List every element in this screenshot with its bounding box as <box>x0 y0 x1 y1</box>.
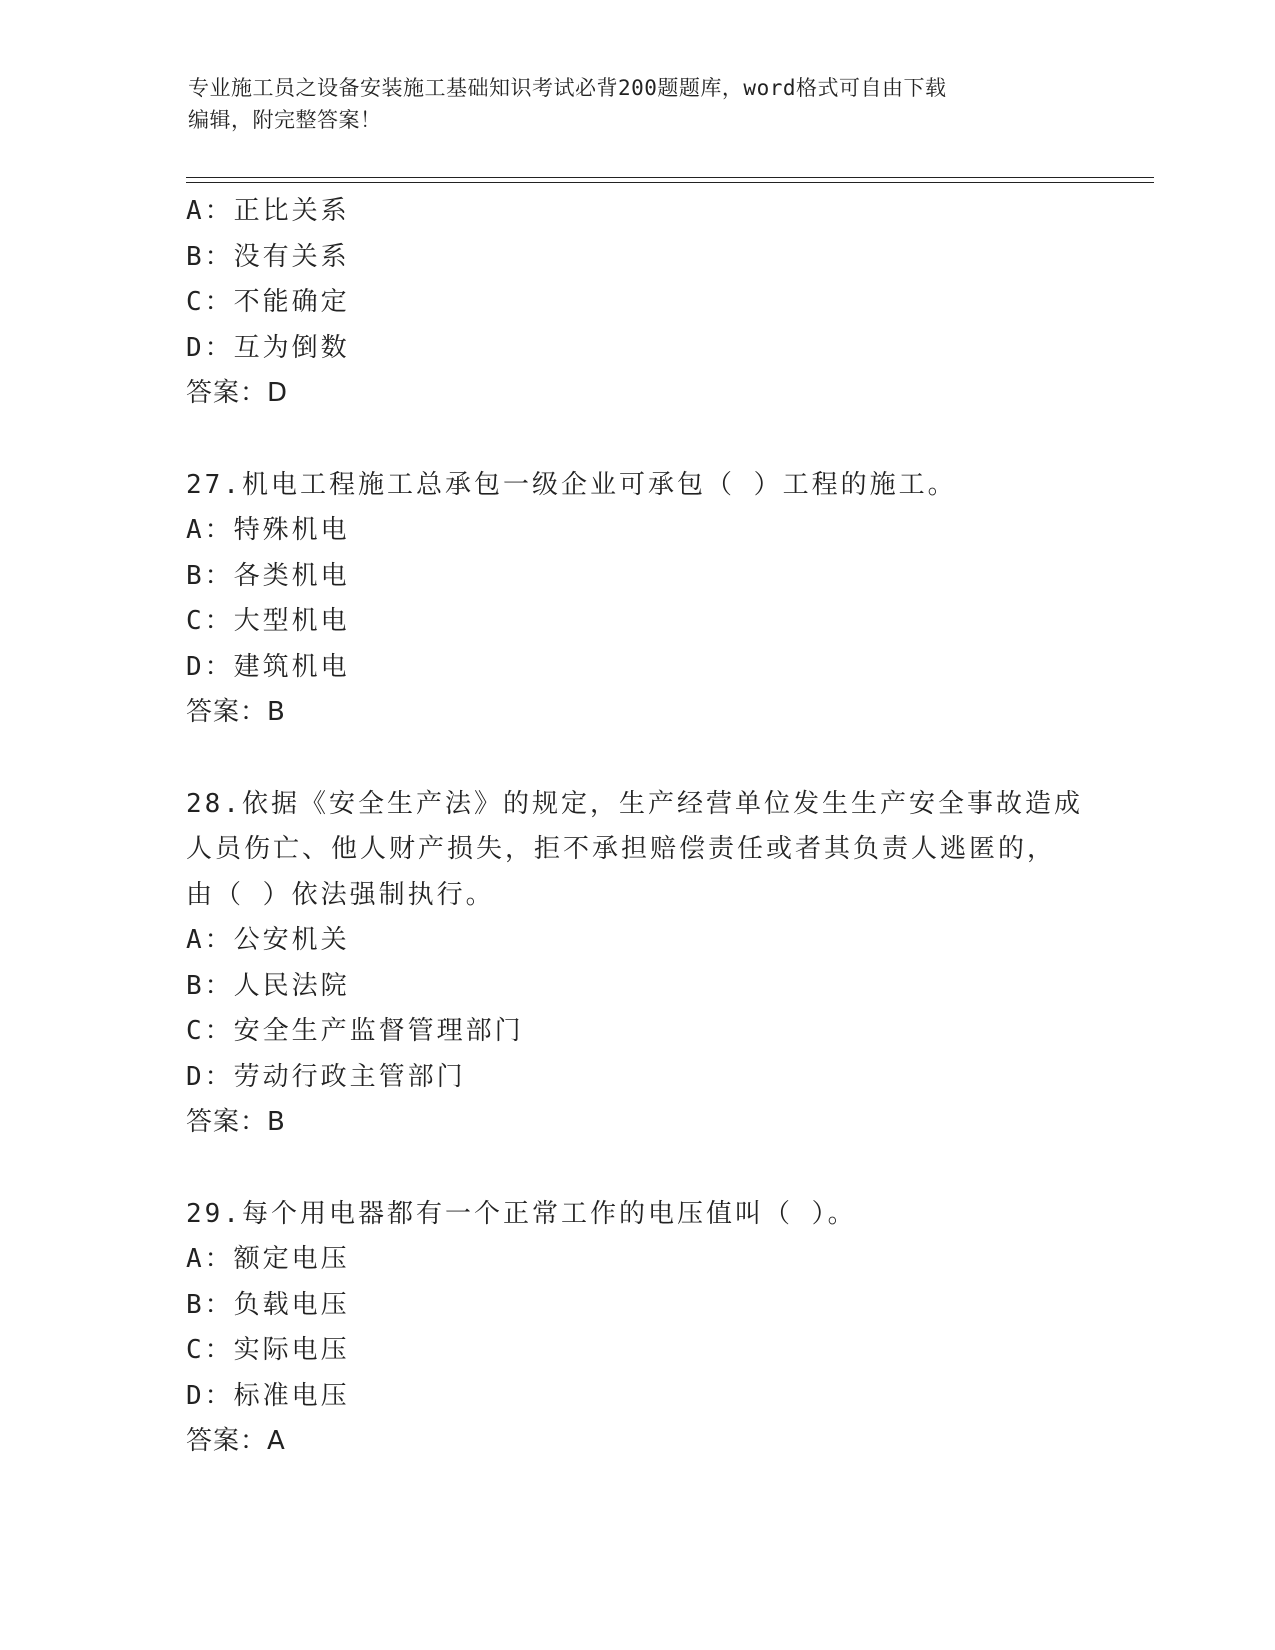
question-block-27 <box>186 463 1086 736</box>
question-text: 29.每个用电器都有一个正常工作的电压值叫（ ）。 <box>186 1198 857 1229</box>
option-b: B：人民法院 <box>186 970 350 1001</box>
spacer <box>186 736 1086 782</box>
question-block-29 <box>186 1192 1086 1465</box>
option-d: D：建筑机电 <box>186 651 350 682</box>
option-c: C：实际电压 <box>186 1335 350 1365</box>
question-block-26 <box>186 189 1086 417</box>
document-header <box>188 72 1078 136</box>
option-a: A：特殊机电 <box>186 515 350 545</box>
header-divider-bottom <box>186 182 1154 183</box>
option-c: C：不能确定 <box>186 287 350 317</box>
option-c: C：大型机电 <box>186 606 350 636</box>
spacer <box>186 1146 1086 1192</box>
question-block-28 <box>186 782 1086 1146</box>
option-a: A：正比关系 <box>186 196 350 226</box>
header-line-1: 专业施工员之设备安装施工基础知识考试必背200题题库，word格式可自由下载 <box>188 76 947 100</box>
header-line-2: 编辑，附完整答案！ <box>188 108 382 132</box>
spacer <box>186 417 1086 463</box>
option-d: D：标准电压 <box>186 1380 350 1411</box>
option-d: D：互为倒数 <box>186 332 350 363</box>
answer-line: 答案：A <box>186 1426 286 1456</box>
answer-line: 答案：D <box>186 378 289 408</box>
option-b: B：各类机电 <box>186 560 350 591</box>
answer-line: 答案：B <box>186 1107 286 1137</box>
question-text: 人员伤亡、他人财产损失，拒不承担赔偿责任或者其负责人逃匿的， <box>186 834 1057 864</box>
option-c: C：安全生产监督管理部门 <box>186 1016 524 1046</box>
header-divider-top <box>186 177 1154 178</box>
question-text: 28.依据《安全生产法》的规定，生产经营单位发生生产安全事故造成 <box>186 788 1083 819</box>
option-b: B：没有关系 <box>186 241 350 272</box>
option-a: A：额定电压 <box>186 1244 350 1274</box>
question-text: 由（ ）依法强制执行。 <box>186 879 495 910</box>
option-d: D：劳动行政主管部门 <box>186 1061 466 1092</box>
answer-line: 答案：B <box>186 697 286 727</box>
question-text: 27.机电工程施工总承包一级企业可承包（ ）工程的施工。 <box>186 469 957 500</box>
question-list <box>186 189 1086 1465</box>
option-a: A：公安机关 <box>186 925 350 955</box>
option-b: B：负载电压 <box>186 1289 350 1320</box>
